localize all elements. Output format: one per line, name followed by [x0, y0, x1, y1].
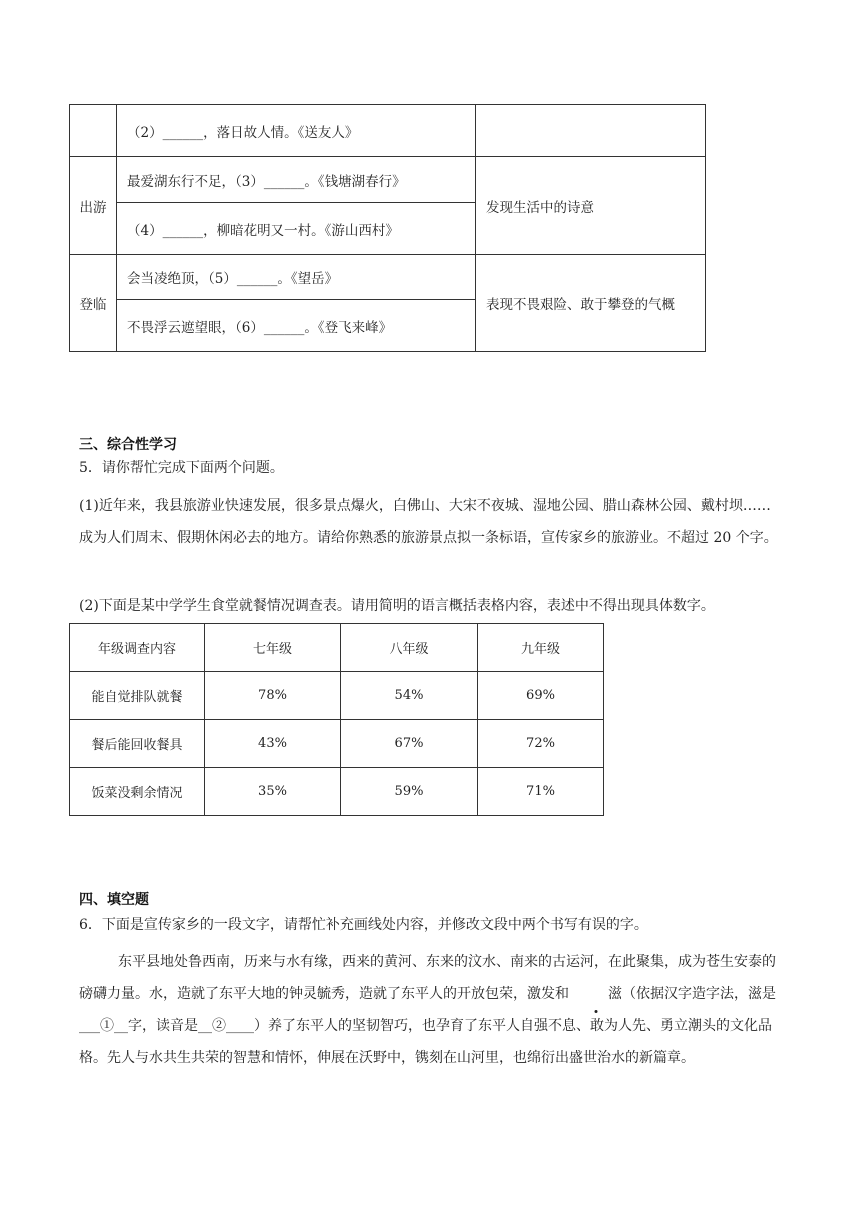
passage-text: （依据汉字造字法，滋是___①__字，读音是__②____）养了东平人的坚韧智巧，也孕育了东平人自强不息、敢为人先、勇立潮头的文化品格。先人与水共生共荣的智慧和情怀，伸展在沃野中，镌刻在山河里，也绵衍出盛世治水的新篇章。: [79, 986, 776, 1066]
category-cell: [70, 105, 117, 157]
table-cell: 78%: [205, 672, 341, 720]
category-cell: 出游: [70, 157, 117, 255]
table-cell: 54%: [341, 672, 478, 720]
table-header-row: [70, 624, 604, 672]
table-header: 七年级: [205, 624, 341, 672]
table-cell: 饭菜没剩余情况: [70, 768, 205, 816]
passage: [79, 946, 781, 1074]
table-header: 八年级: [341, 624, 478, 672]
table-row: [70, 672, 604, 720]
table-cell: 43%: [205, 720, 341, 768]
poem-line: （2）______，落日故人情。《送友人》: [117, 105, 476, 157]
table-header: 年级调查内容: [70, 624, 205, 672]
table-cell: 72%: [478, 720, 604, 768]
meaning-cell: 表现不畏艰险、敢于攀登的气概: [476, 255, 706, 352]
meaning-cell: 发现生活中的诗意: [476, 157, 706, 255]
question-text: (2)下面是某中学学生食堂就餐情况调查表。请用简明的语言概括表格内容，表述中不得出现具体数字。: [79, 598, 715, 614]
table-cell: 餐后能回收餐具: [70, 720, 205, 768]
question-intro: 6．下面是宣传家乡的一段文字，请帮忙补充画线处内容，并修改文段中两个书写有误的字。: [79, 917, 648, 933]
poem-line: （4）______，柳暗花明又一村。《游山西村》: [117, 203, 476, 255]
table-header: 九年级: [478, 624, 604, 672]
table-cell: 69%: [478, 672, 604, 720]
question-intro: 5．请你帮忙完成下面两个问题。: [79, 460, 284, 476]
poem-line: 不畏浮云遮望眼，（6）______。《登飞来峰》: [117, 300, 476, 352]
table-row: [70, 255, 706, 300]
category-cell: 登临: [70, 255, 117, 352]
survey-table: [69, 623, 604, 816]
poem-line: 会当凌绝顶，（5）______。《望岳》: [117, 255, 476, 300]
section-heading: 三、综合性学习: [79, 437, 177, 453]
question-text: (1)近年来，我县旅游业快速发展，很多景点爆火，白佛山、大宋不夜城、湿地公园、腊山森林公园、戴村坝……成为人们周末、假期休闲必去的地方。请给你熟悉的旅游景点拟一条标语，宣传家乡的旅游业。不超过 20 个字。: [79, 498, 778, 546]
table-cell: 71%: [478, 768, 604, 816]
passage-text: 东平县地处鲁西南，历来与水有缘，西来的黄河、东来的汶水、南来的古运河，在此聚集，成为苍生安泰的磅礴力量。水，造就了东平大地的钟灵毓秀，造就了东平人的开放包荣，激发和: [79, 954, 776, 1002]
section-heading: 四、填空题: [79, 892, 149, 908]
table-cell: 能自觉排队就餐: [70, 672, 205, 720]
table-row: [70, 105, 706, 157]
meaning-cell: [476, 105, 706, 157]
table-row: [70, 720, 604, 768]
table-row: [70, 768, 604, 816]
table-cell: 35%: [205, 768, 341, 816]
poem-table: [69, 104, 706, 352]
poem-line: 最爱湖东行不足，（3）______。《钱塘湖春行》: [117, 157, 476, 203]
table-row: [70, 157, 706, 203]
table-cell: 59%: [341, 768, 478, 816]
table-cell: 67%: [341, 720, 478, 768]
emphasized-char: 滋: [569, 978, 622, 1010]
